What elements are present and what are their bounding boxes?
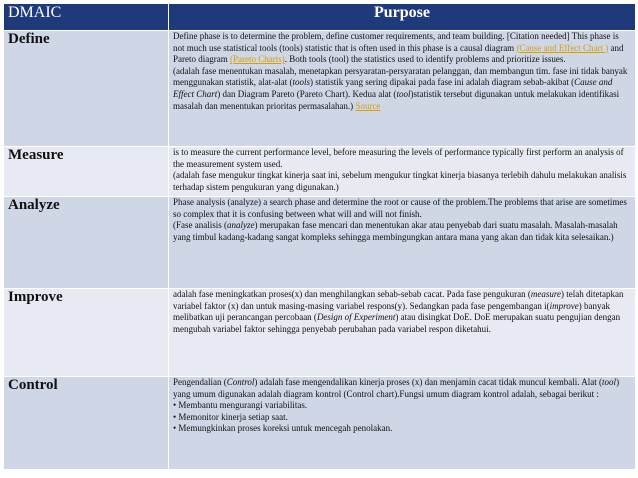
text-run: ) merupakan fase mencari dan menentukan akar atau penyebab dari suatu masalah. Masalah-masalah yang timbul kadang-kadang sangat kompleks sehingga membingungkan antara mana yang akan dan tidak kita selesaikan.) <box>173 220 618 242</box>
table-row-control <box>4 377 636 470</box>
text-run: ) telah ditetapkan variabel faktor (x) dan untuk masing-masing variabel respons(y). Sedangkan pada fase pengembangan i( <box>173 289 624 311</box>
text-run: ) adalah fase mengendalikan kinerja proses (x) dan menjamin cacat tidak muncul kembali. Alat ( <box>254 377 603 387</box>
purpose-analyze-id <box>173 220 631 243</box>
italic-term: Control <box>226 377 255 387</box>
text-run: Define phase is to determine the problem, define customer requirements, and team building. [Citation needed] This phase is not much use statistical tools (tools) statistic that is often used in this phase is a causal diagram <box>173 31 619 53</box>
italic-term: analyze <box>227 220 255 231</box>
purpose-improve <box>169 289 636 377</box>
purpose-define-en <box>173 31 631 66</box>
inline-link[interactable]: (Pareto Charts) <box>229 54 285 65</box>
table-row-define <box>4 31 636 147</box>
phase-control: Control <box>4 377 169 470</box>
purpose-control <box>169 377 636 470</box>
purpose-measure-en <box>173 147 631 170</box>
purpose-analyze-en <box>173 197 631 220</box>
text-run: is to measure the current performance level, before measuring the levels of performance typically first perform an analysis of the measurement system used. <box>173 147 624 169</box>
purpose-improve-id <box>173 289 631 335</box>
purpose-control-bullet-2 <box>173 412 631 424</box>
text-run: Phase analysis (analyze) a search phase and determine the root or cause of the problem.The problems that arise are sometimes so complex that it is confusing between what will and will not finish. <box>173 197 627 219</box>
italic-term: tool <box>396 88 411 99</box>
header-dmaic: DMAIC <box>4 4 169 31</box>
text-run: )statistik tersebut digunakan untuk melakukan identifikasi masalah dan menentukan prioritas permasalahan.) <box>173 88 620 111</box>
purpose-control-bullet-1 <box>173 400 631 412</box>
italic-term: tools <box>292 77 310 88</box>
text-run: ) banyak melibatkan uji perancangan percobaan ( <box>173 300 611 323</box>
text-run: • Membantu mengurangi variabilitas. <box>173 400 308 411</box>
table-row-analyze <box>4 197 636 289</box>
text-run: . Both tools (tool) the statistics used to identify problems and prioritize issues. <box>284 54 566 65</box>
purpose-control-intro <box>173 377 631 400</box>
text-run: ) atau disingkat DoE. DoE merupakan suatu pengujian dengan mengubah variabel faktor sehingga penyebab perubahan pada variabel respon diketahui. <box>173 312 621 334</box>
text-run: • Memungkinkan proses koreksi untuk mencegah penolakan. <box>173 423 393 434</box>
text-run: ) statistik yang sering dipakai pada fase ini adalah diagram sebab-akibat ( <box>309 77 575 88</box>
header-purpose: Purpose <box>169 4 636 31</box>
purpose-analyze <box>169 197 636 289</box>
text-run: and Pareto diagram <box>173 42 624 65</box>
dmaic-table <box>3 3 636 470</box>
text-run: (adalah fase menentukan masalah, menetapkan persyaratan-persyaratan pelanggan, dan membangun tim. fase ini tidak banyak menggunakan statistik, alat-alat ( <box>173 65 628 88</box>
purpose-define <box>169 31 636 147</box>
italic-term: improve <box>549 300 579 311</box>
phase-analyze: Analyze <box>4 197 169 289</box>
italic-term: measure <box>530 289 562 299</box>
phase-define: Define <box>4 31 169 147</box>
text-run: ) dan Diagram Pareto (Pareto Chart). Kedua alat ( <box>217 88 397 99</box>
table-row-improve <box>4 289 636 377</box>
purpose-measure-id <box>173 170 631 193</box>
purpose-measure <box>169 147 636 197</box>
phase-measure: Measure <box>4 147 169 197</box>
text-run: (Fase analisis ( <box>173 220 227 231</box>
purpose-define-id <box>173 66 631 112</box>
table-row-measure <box>4 147 636 197</box>
italic-term: tool <box>602 377 617 387</box>
text-run: ) yang umum digunakan adalah diagram kontrol (Control chart).Fungsi umum diagram kontrol adalah, sebagai berikut : <box>173 377 620 399</box>
italic-term: Design of Experiment <box>316 312 396 323</box>
text-run: adalah fase meningkatkan proses(x) dan menghilangkan sebab-sebab cacat. Pada fase pengukuran ( <box>173 289 531 299</box>
inline-link[interactable]: (Cause and Effect Chart ) <box>516 42 609 53</box>
table-header-row <box>4 4 636 31</box>
text-run: Pengendalian ( <box>173 377 227 387</box>
text-run: • Memonitor kinerja setiap saat. <box>173 411 288 422</box>
inline-link[interactable]: Source <box>355 100 381 111</box>
purpose-control-bullet-3 <box>173 423 631 435</box>
italic-term: Cause and Effect Chart <box>173 77 613 99</box>
phase-improve: Improve <box>4 289 169 377</box>
text-run: (adalah fase mengukur tingkat kinerja saat ini, sebelum mengukur tingkat kinerja biasanya terlebih dahulu melakukan analisis terhadap sistem pengukuran yang digunakan.) <box>173 170 627 192</box>
